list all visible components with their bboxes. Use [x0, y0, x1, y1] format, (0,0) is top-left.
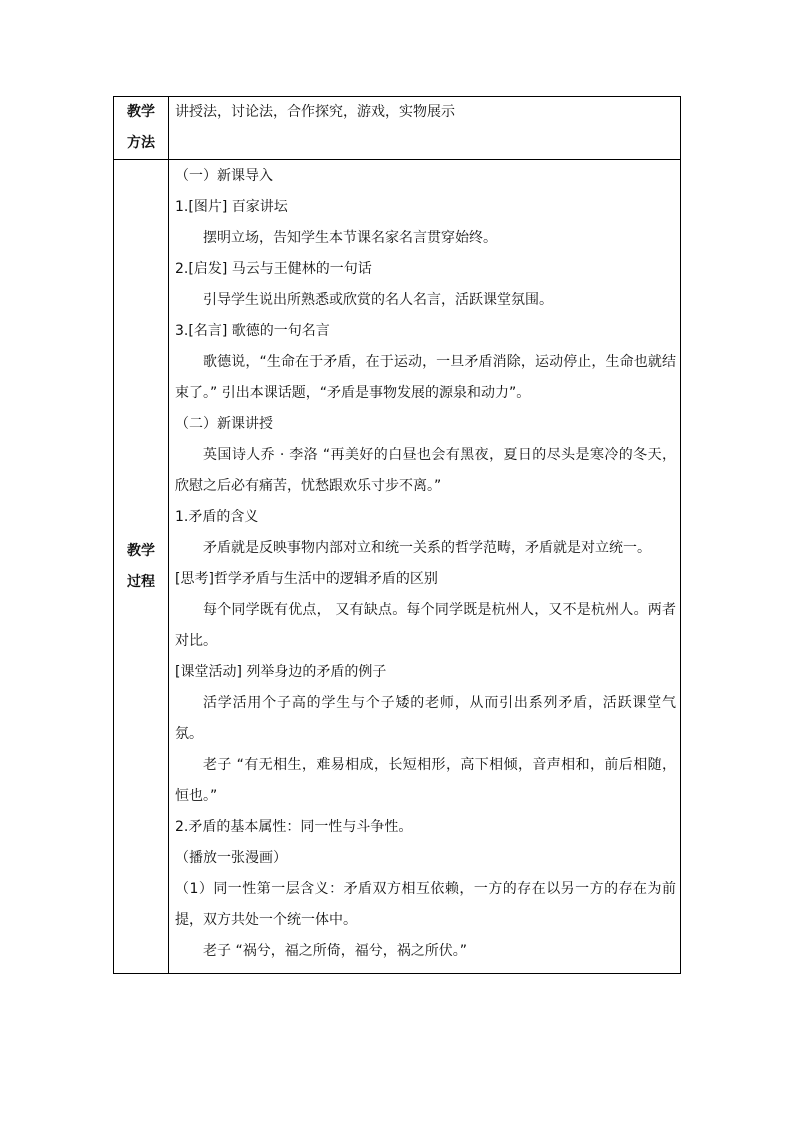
teaching-process-label-cell [114, 160, 169, 974]
section-heading-intro: （一）新课导入 [175, 168, 273, 184]
item-heading-inspire: 2.[启发] 马云与王健林的一句话 [175, 261, 372, 277]
item-heading-quote: 3.[名言] 歌德的一句名言 [175, 323, 330, 339]
teaching-methods-label [114, 97, 168, 159]
paragraph: 每个同学既有优点， 又有缺点。每个同学既是杭州人，又不是杭州人。两者对比。 [175, 602, 676, 649]
teaching-process-row [114, 160, 681, 974]
item-heading-activity: [课堂活动] 列举身边的矛盾的例子 [175, 664, 387, 680]
teaching-methods-content-cell [169, 97, 681, 160]
paragraph: （1）同一性第一层含义：矛盾双方相互依赖，一方的存在以另一方的存在为前提，双方共处一个统一体中。 [175, 881, 676, 928]
paragraph: 矛盾就是反映事物内部对立和统一关系的哲学范畴，矛盾就是对立统一。 [203, 540, 651, 556]
teaching-process-label-line1: 教学 [127, 542, 155, 559]
item-heading-meaning: 1.矛盾的含义 [175, 509, 259, 525]
paragraph: 老子 “祸兮，福之所倚，福兮，祸之所伏。” [203, 943, 467, 959]
teaching-methods-text: 讲授法，讨论法，合作探究，游戏，实物展示 [175, 104, 455, 120]
teaching-methods-row [114, 97, 681, 160]
item-heading-picture: 1.[图片] 百家讲坛 [175, 199, 288, 215]
paragraph: 摆明立场，告知学生本节课名家名言贯穿始终。 [203, 230, 497, 246]
teaching-process-label [114, 536, 168, 598]
paragraph: 引导学生说出所熟悉或欣赏的名人名言，活跃课堂氛围。 [203, 292, 553, 308]
paragraph: 老子 “有无相生，难易相成，长短相形，高下相倾，音声相和，前后相随，恒也。” [175, 757, 676, 804]
teaching-process-label-line2: 过程 [127, 573, 155, 590]
item-heading-attributes: 2.矛盾的基本属性：同一性与斗争性。 [175, 819, 413, 835]
paragraph: 歌德说，“生命在于矛盾，在于运动，一旦矛盾消除，运动停止，生命也就结束了。” 引出本课话题，“矛盾是事物发展的源泉和动力”。 [175, 354, 676, 401]
teaching-process-body [175, 161, 676, 967]
teaching-methods-label-line2: 方法 [127, 135, 155, 151]
item-heading-think: [思考]哲学矛盾与生活中的逻辑矛盾的区别 [175, 571, 438, 587]
teaching-methods-label-line1: 教学 [127, 104, 155, 120]
paragraph: （播放一张漫画） [175, 850, 287, 866]
lesson-plan-table [113, 96, 681, 974]
teaching-process-content-cell [169, 160, 681, 974]
teaching-methods-label-cell [114, 97, 169, 160]
section-heading-new-lesson: （二）新课讲授 [175, 416, 273, 432]
paragraph: 英国诗人乔 · 李洛 “再美好的白昼也会有黑夜，夏日的尽头是寒冷的冬天，欣慰之后必有痛苦，忧愁跟欢乐寸步不离。” [175, 447, 676, 494]
paragraph: 活学活用个子高的学生与个子矮的老师，从而引出系列矛盾，活跃课堂气氛。 [175, 695, 676, 742]
